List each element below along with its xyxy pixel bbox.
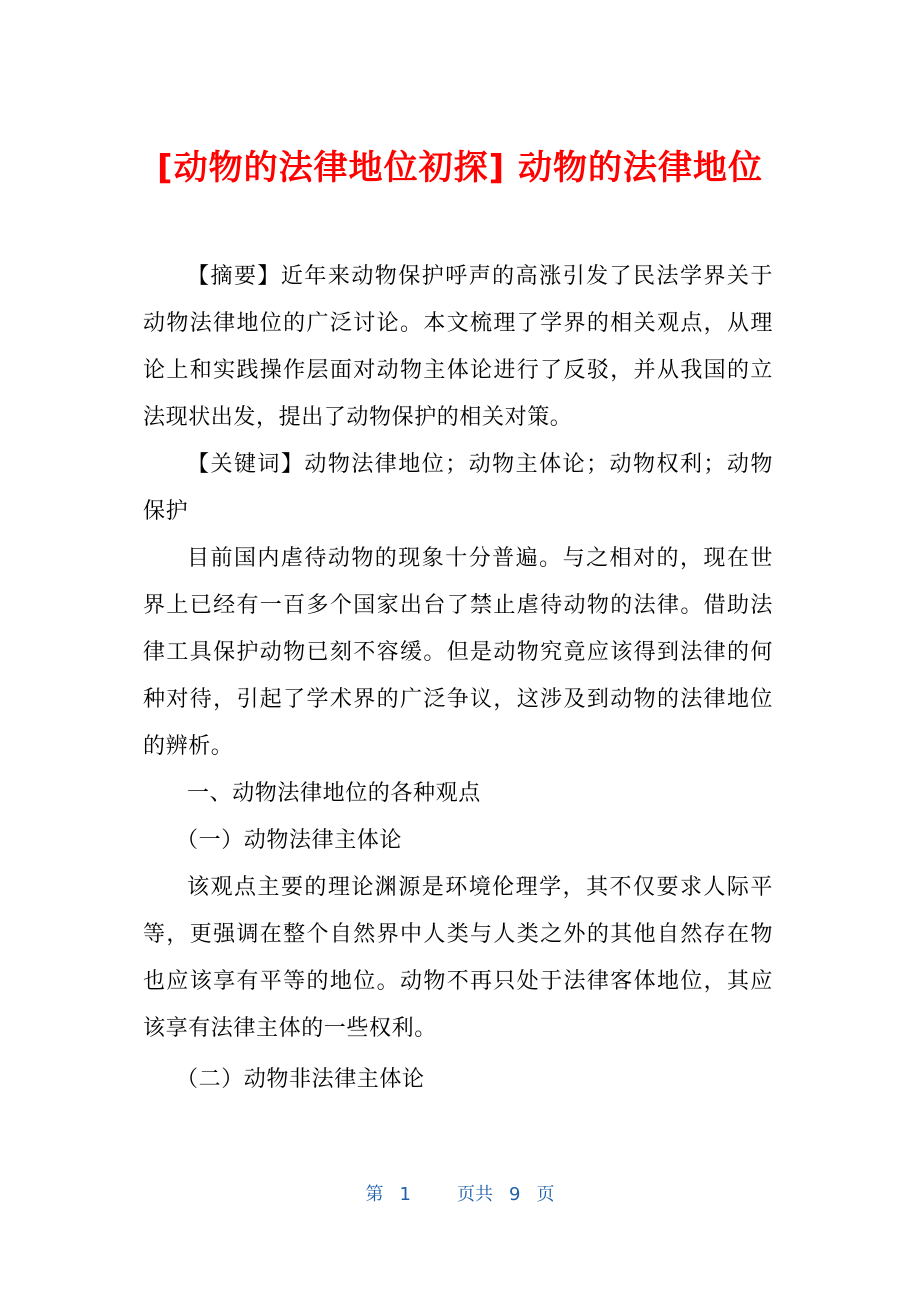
keywords-paragraph: 【关键词】动物法律地位；动物主体论；动物权利；动物保护 <box>143 452 773 524</box>
abstract-paragraph: 【摘要】近年来动物保护呼声的高涨引发了民法学界关于动物法律地位的广泛讨论。本文梳理了学界的相关观点，从理论上和实践操作层面对动物主体论进行了反驳，并从我国的立法现状出发，提出了动物保护的相关对策。 <box>143 264 773 430</box>
page-number: 1 <box>399 1184 411 1205</box>
body-paragraph: 该观点主要的理论渊源是环境伦理学，其不仅要求人际平等，更强调在整个自然界中人类与人类之外的其他自然存在物也应该享有平等的地位。动物不再只处于法律客体地位，其应该享有法律主体的一些权利。 <box>143 875 773 1041</box>
section-heading: 一、动物法律地位的各种观点 <box>187 781 481 806</box>
page-label-mid: 页共 <box>457 1184 493 1205</box>
subsection-heading: （一）动物法律主体论 <box>176 828 403 853</box>
document-title: [动物的法律地位初探] 动物的法律地位 <box>157 148 763 188</box>
document-body <box>143 253 773 1103</box>
page-label-suffix: 页 <box>536 1184 555 1205</box>
total-pages: 9 <box>509 1184 521 1205</box>
subsection-heading: （二）动物非法律主体论 <box>176 1067 425 1092</box>
intro-paragraph: 目前国内虐待动物的现象十分普遍。与之相对的，现在世界上已经有一百多个国家出台了禁止虐待动物的法律。借助法律工具保护动物已刻不容缓。但是动物究竟应该得到法律的何种对待，引起了学术界的广泛争议，这涉及到动物的法律地位的辨析。 <box>143 546 773 759</box>
page-label-prefix: 第 <box>365 1184 384 1205</box>
page-footer <box>0 1180 920 1210</box>
